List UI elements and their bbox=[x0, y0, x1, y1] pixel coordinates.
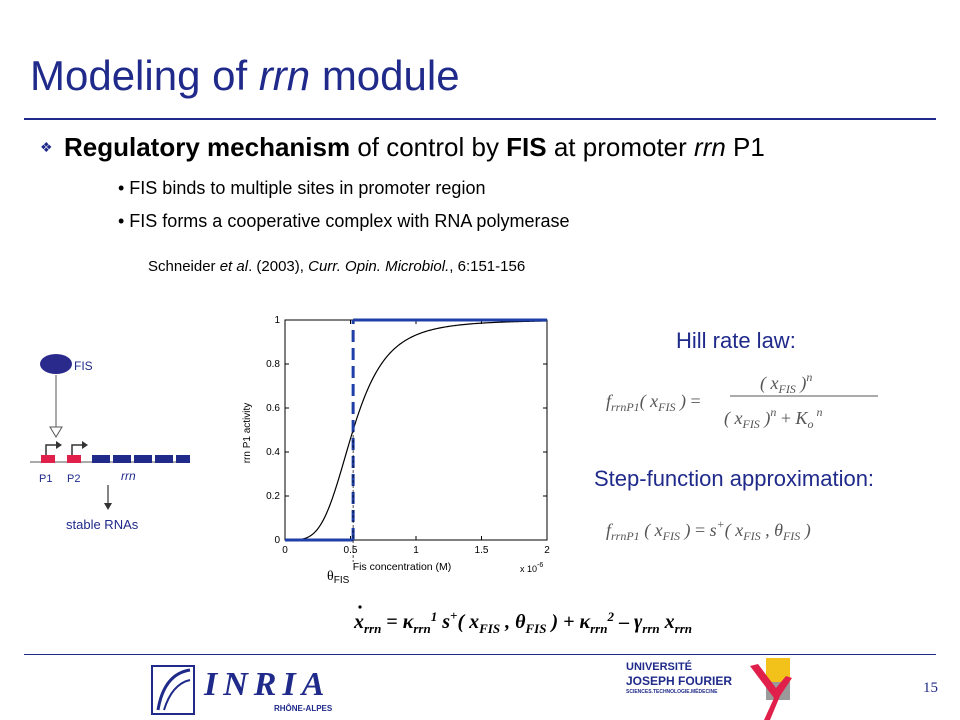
inria-subtitle: RHÔNE-ALPES bbox=[274, 704, 333, 713]
inria-wordmark: INRIA bbox=[204, 666, 331, 703]
svg-text:( xFIS )n + Ko n: ( $x_{FIS}$ )$^n + K_o$ $^n$ bbox=[724, 405, 823, 431]
sub-bullet-2: • FIS forms a cooperative complex with RNA polymerase bbox=[118, 211, 570, 231]
step-equation bbox=[600, 510, 920, 550]
step-function-label: Step-function approximation: bbox=[594, 466, 875, 491]
hill-rate-law-label: Hill rate law: bbox=[676, 328, 796, 353]
title-divider bbox=[24, 118, 936, 120]
stable-rnas-label: stable RNAs bbox=[66, 517, 139, 532]
time-derivative-dot bbox=[358, 605, 361, 608]
y-axis-label: rrn P1 activity bbox=[242, 402, 253, 464]
inria-logo bbox=[150, 662, 350, 718]
p1-promoter-box bbox=[41, 455, 55, 463]
citation: Schneider et al. (2003), Curr. Opin. Microbiol., 6:151-156 bbox=[148, 258, 526, 275]
gene-box bbox=[176, 455, 190, 463]
hill-equation bbox=[600, 362, 900, 437]
rrn-ode-equation bbox=[350, 596, 830, 646]
svg-text:frrnP1 ( xFIS ) = s+( xFIS , θ: $f_{rrnP1}$ ( $x_{FIS}$ ) = s+( $x_{FIS}$ , $\theta_{FIS}$ ) bbox=[606, 517, 811, 543]
fis-label: FIS bbox=[74, 359, 93, 373]
y-tick-label: 0.6 bbox=[266, 403, 280, 414]
ujf-emblem-icon bbox=[744, 658, 794, 720]
inria-emblem-icon bbox=[150, 664, 196, 716]
diamond-bullet-icon: ❖ bbox=[40, 139, 53, 155]
page-number: 15 bbox=[923, 680, 938, 696]
svg-text:( xFIS )n: ( $x_{FIS}$ )$^n$ bbox=[760, 370, 813, 396]
p1-label: P1 bbox=[39, 473, 53, 485]
main-bullet: ❖ Regulatory mechanism of control by FIS at promoter rrn P1 bbox=[40, 132, 765, 162]
p1-arrow-icon bbox=[46, 445, 56, 455]
x-tick-label: 1.5 bbox=[474, 545, 489, 556]
x-tick-label: 0.5 bbox=[343, 545, 358, 556]
x-axis-label: Fis concentration (M) bbox=[352, 561, 452, 573]
ujf-line-1: UNIVERSITÉ bbox=[626, 661, 693, 673]
gene-box bbox=[92, 455, 110, 463]
y-tick-label: 0.2 bbox=[266, 491, 280, 502]
hill-plot bbox=[230, 308, 570, 590]
y-tick-label: 0.4 bbox=[266, 447, 280, 458]
rrn-label: rrn bbox=[121, 469, 136, 483]
gene-box bbox=[113, 455, 131, 463]
footer-divider bbox=[24, 654, 936, 655]
theta-fis-label: $\theta_{FIS}$ bbox=[327, 569, 350, 586]
gene-diagram bbox=[30, 345, 200, 545]
svg-text:xrrn = κrrn1 s+( xFIS , θFIS ): $x_{rrn} = \kappa_{rrn}^1$ s+( $x_{FIS}$ , $\theta_{FIS}$ ) + $\kappa_{rrn}^2 - \gamma_{rrn}$ $x_{rrn}$ bbox=[354, 608, 693, 636]
inhibition-arrowhead-icon bbox=[50, 427, 62, 437]
x-tick-label: 1 bbox=[413, 545, 419, 556]
x-tick-label: 0 bbox=[282, 545, 288, 556]
ujf-line-3: SCIENCES.TECHNOLOGIE.MÉDECINE bbox=[626, 689, 718, 695]
arrow-down-icon bbox=[104, 503, 112, 510]
y-tick-label: 1 bbox=[274, 315, 280, 326]
x-tick-label: 2 bbox=[544, 545, 550, 556]
sub-bullet-1: • FIS binds to multiple sites in promoter region bbox=[118, 178, 486, 198]
svg-text:frrnP1( xFIS ) =: $f_{rrnP1}$( $x_{FIS}$ ) = bbox=[606, 391, 701, 414]
p2-label: P2 bbox=[67, 473, 81, 485]
gene-box bbox=[155, 455, 173, 463]
y-tick-label: 0.8 bbox=[266, 359, 280, 370]
y-tick-label: 0 bbox=[274, 535, 280, 546]
gene-box bbox=[134, 455, 152, 463]
ujf-logo bbox=[622, 658, 802, 720]
p2-arrow-icon bbox=[72, 445, 82, 455]
plot-frame bbox=[285, 320, 547, 540]
x-scale-label: x $10^{-6}$ bbox=[520, 562, 544, 574]
ujf-line-2: JOSEPH FOURIER bbox=[626, 674, 733, 688]
p2-promoter-box bbox=[67, 455, 81, 463]
slide-title: Modeling of rrn module bbox=[30, 52, 460, 99]
fis-protein-icon bbox=[40, 354, 72, 374]
